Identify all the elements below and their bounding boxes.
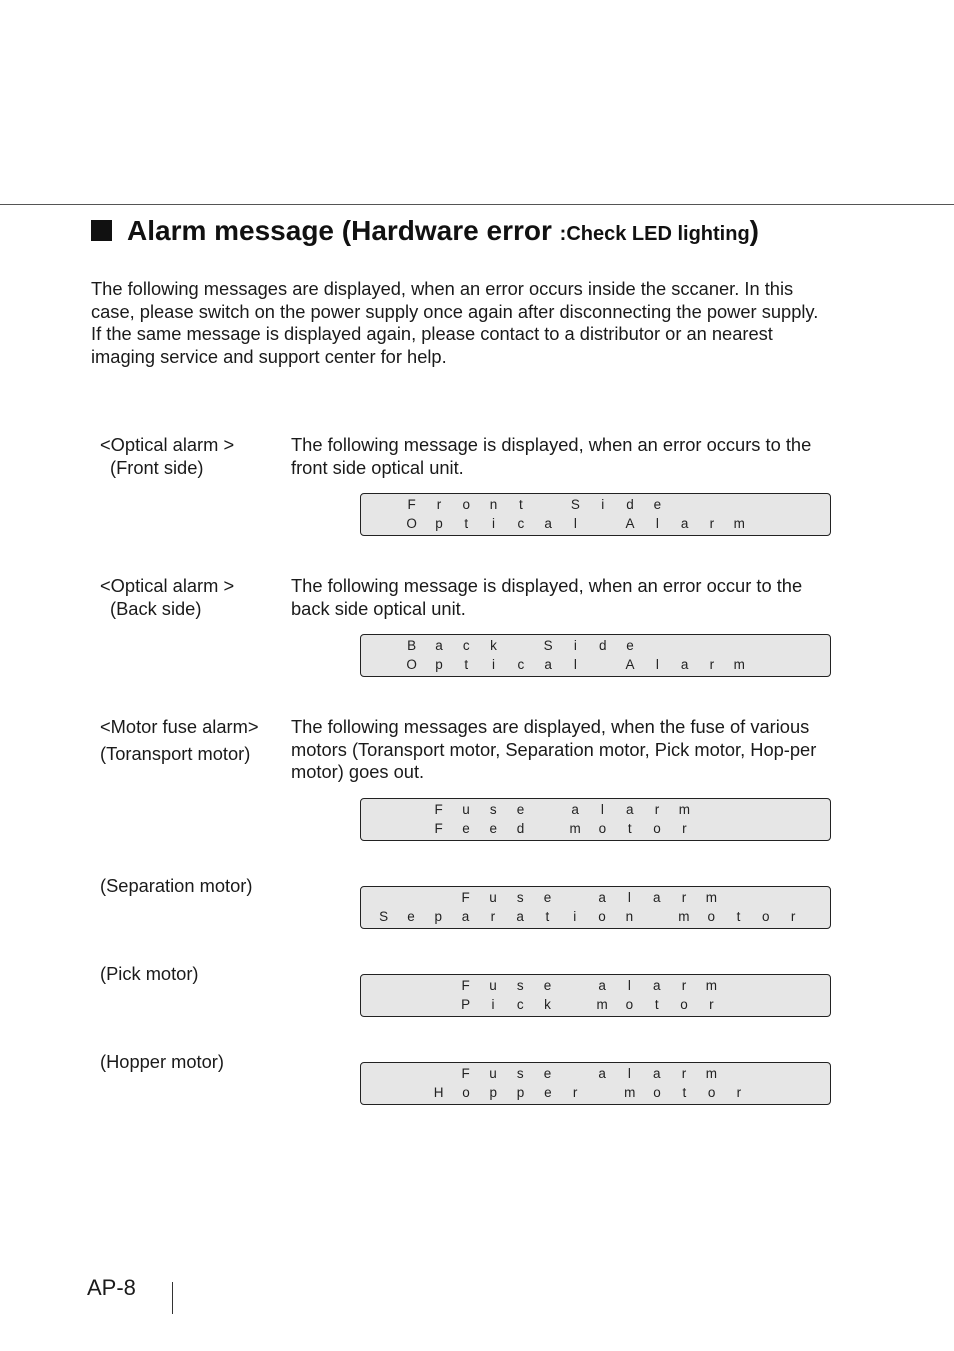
lcd-char: r [709,657,715,672]
lcd-fuse-alarm-hopper-motor [360,1062,831,1105]
lcd-char: r [709,997,714,1012]
hopper-motor-label: (Hopper motor) [100,1051,224,1072]
lcd-line-1 [452,1066,725,1081]
back-alarm-description: The following message is displayed, when an error occur to the back side optical unit. [291,575,803,619]
lcd-char: p [489,1085,497,1100]
lcd-char: o [598,821,607,836]
front-alarm-label-side: (Front side) [110,456,204,478]
lcd-char: t [518,497,523,512]
lcd-char: i [492,657,496,672]
lcd-line-2 [370,909,807,924]
motor-alarm-label-title: <Motor fuse alarm> [100,716,259,737]
lcd-char: o [707,909,715,924]
lcd-char [561,1066,588,1081]
square-bullet-icon [91,220,112,241]
lcd-char: k [490,638,497,653]
lcd-char [589,657,616,672]
lcd-char: o [762,909,770,924]
section-heading [91,212,759,253]
lcd-char: r [654,802,660,817]
lcd-char [534,802,561,817]
lcd-char: o [462,1085,470,1100]
intro-paragraph-1: The following messages are displayed, when an error occurs inside the sccaner. In this case, please switch on the power supply once again after disconnecting the power supply. [91,278,819,322]
lcd-char: S [379,909,389,924]
front-alarm-label [100,434,234,479]
lcd-fuse-alarm-separation-motor [360,886,831,929]
lcd-line-2 [425,1085,753,1100]
heading-main: Alarm message (Hardware error [127,215,560,246]
lcd-char: p [435,516,443,531]
lcd-char [589,516,616,531]
lcd-char: i [492,516,496,531]
lcd-char: n [625,909,634,924]
lcd-char: p [435,657,443,672]
lcd-char: F [461,1066,470,1081]
lcd-line-2 [398,516,753,531]
lcd-char: O [406,516,417,531]
lcd-char: r [790,909,796,924]
lcd-char: s [516,890,524,905]
lcd-char: c [517,657,525,672]
intro-text [91,278,841,368]
motor-alarm-label [100,716,259,765]
lcd-char: m [678,802,690,817]
lcd-char [561,890,588,905]
lcd-char: l [627,978,631,993]
lcd-char: t [682,1085,687,1100]
lcd-char: l [655,516,659,531]
lcd-char: a [435,638,443,653]
lcd-char: t [654,997,659,1012]
lcd-char: u [462,802,470,817]
lcd-char: F [407,497,416,512]
lcd-char: F [434,802,443,817]
lcd-char: A [625,516,635,531]
lcd-char: s [516,978,524,993]
lcd-char: m [569,821,581,836]
lcd-char: c [462,638,470,653]
lcd-char: e [407,909,415,924]
lcd-char: m [705,890,717,905]
lcd-char: l [573,657,577,672]
header-rule [0,204,954,205]
lcd-char: o [680,997,688,1012]
lcd-char: t [545,909,550,924]
lcd-char: i [491,997,495,1012]
lcd-char: S [570,497,580,512]
lcd-line-1 [398,497,671,512]
lcd-line-1 [452,890,725,905]
lcd-char: e [489,821,497,836]
lcd-char: a [598,978,606,993]
lcd-char: s [489,802,497,817]
lcd-line-2 [425,821,698,836]
lcd-char: o [653,1085,661,1100]
lcd-char: e [462,821,470,836]
lcd-char: F [461,890,470,905]
lcd-line-2 [452,997,725,1012]
lcd-char: i [573,909,577,924]
lcd-char: d [626,497,634,512]
lcd-char: t [464,516,469,531]
lcd-char: e [516,802,525,817]
lcd-char: u [489,890,497,905]
lcd-char: a [625,802,634,817]
lcd-char: r [709,516,715,531]
transport-motor-label: (Toransport motor) [100,742,251,764]
lcd-char: u [489,1066,497,1081]
back-alarm-label-title: <Optical alarm > [100,575,235,596]
front-alarm-label-title: <Optical alarm > [100,434,235,455]
footer-divider [172,1282,173,1314]
pick-motor-label: (Pick motor) [100,963,199,984]
lcd-char: m [596,997,608,1012]
lcd-char: a [571,802,579,817]
lcd-char: m [733,657,745,672]
lcd-char: e [543,978,552,993]
lcd-char [643,909,670,924]
page-number: AP-8 [87,1275,136,1300]
lcd-char: a [516,909,524,924]
lcd-char: u [489,978,497,993]
lcd-char: l [627,890,631,905]
intro-paragraph-2: If the same message is displayed again, please contact to a distributor or an nearest imaging service and support center for help. [91,323,773,367]
lcd-char: F [434,821,443,836]
lcd-char: i [601,497,605,512]
lcd-char: c [516,997,524,1012]
lcd-char: r [572,1085,578,1100]
lcd-char: t [627,821,632,836]
lcd-char: e [626,638,634,653]
lcd-char: r [681,1066,687,1081]
lcd-char: i [573,638,577,653]
lcd-char: l [627,1066,631,1081]
lcd-char [534,497,561,512]
lcd-char: l [655,657,659,672]
back-alarm-label-side: (Back side) [110,597,202,619]
lcd-line-1 [425,802,698,817]
lcd-char: a [652,1066,661,1081]
heading-sub: :Check LED lighting [559,223,750,245]
lcd-char: O [406,657,417,672]
lcd-line-1 [452,978,725,993]
lcd-char: o [598,909,606,924]
lcd-char: H [433,1085,444,1100]
lcd-char: e [653,497,662,512]
back-alarm-label [100,575,234,620]
lcd-char: t [464,657,469,672]
lcd-char: l [600,802,604,817]
lcd-char: a [461,909,470,924]
lcd-char: a [680,657,689,672]
lcd-fuse-alarm-feed-motor [360,798,831,841]
lcd-char: o [625,997,634,1012]
motor-alarm-description: The following messages are displayed, when the fuse of various motors (Toransport motor, Separation motor, Pick motor, Hop-per motor) goes out. [291,716,817,782]
lcd-char: l [573,516,577,531]
lcd-char: P [461,997,471,1012]
lcd-char: a [598,1066,606,1081]
lcd-char: a [652,978,661,993]
lcd-char: a [544,657,552,672]
lcd-char [561,978,588,993]
lcd-char: m [678,909,690,924]
lcd-char: p [516,1085,525,1100]
lcd-char: e [543,1066,552,1081]
lcd-char: r [681,978,687,993]
heading-close: ) [749,215,759,246]
lcd-char: n [489,497,498,512]
lcd-char: o [653,821,661,836]
front-alarm-description: The following message is displayed, when an error occurs to the front side optical unit. [291,434,812,478]
lcd-char: p [434,909,442,924]
lcd-char: s [516,1066,524,1081]
lcd-char: A [625,657,635,672]
lcd-char: a [652,890,661,905]
lcd-char [561,997,588,1012]
lcd-char: e [543,890,552,905]
lcd-back-side-optical-alarm [360,634,831,677]
lcd-char: o [707,1085,716,1100]
separation-motor-label: (Separation motor) [100,875,253,896]
lcd-char: B [407,638,417,653]
lcd-char: k [544,997,551,1012]
lcd-char: m [733,516,745,531]
lcd-char: S [543,638,553,653]
lcd-front-side-optical-alarm [360,493,831,536]
lcd-char: t [736,909,741,924]
lcd-char: d [516,821,525,836]
lcd-char: m [705,1066,717,1081]
lcd-char: r [436,497,442,512]
lcd-char: r [736,1085,742,1100]
lcd-char [507,638,534,653]
lcd-char: e [544,1085,552,1100]
lcd-fuse-alarm-pick-motor [360,974,831,1017]
lcd-char: r [682,821,687,836]
lcd-char [534,821,561,836]
lcd-char: d [598,638,607,653]
lcd-char: m [705,978,717,993]
lcd-line-2 [398,657,753,672]
lcd-char: c [517,516,525,531]
lcd-char: o [462,497,470,512]
lcd-char: r [681,890,687,905]
lcd-char: a [680,516,689,531]
lcd-char: r [490,909,496,924]
lcd-char: F [461,978,470,993]
lcd-char: a [544,516,552,531]
lcd-char [589,1085,616,1100]
lcd-char: m [624,1085,636,1100]
lcd-line-1 [398,638,644,653]
lcd-char: a [598,890,606,905]
